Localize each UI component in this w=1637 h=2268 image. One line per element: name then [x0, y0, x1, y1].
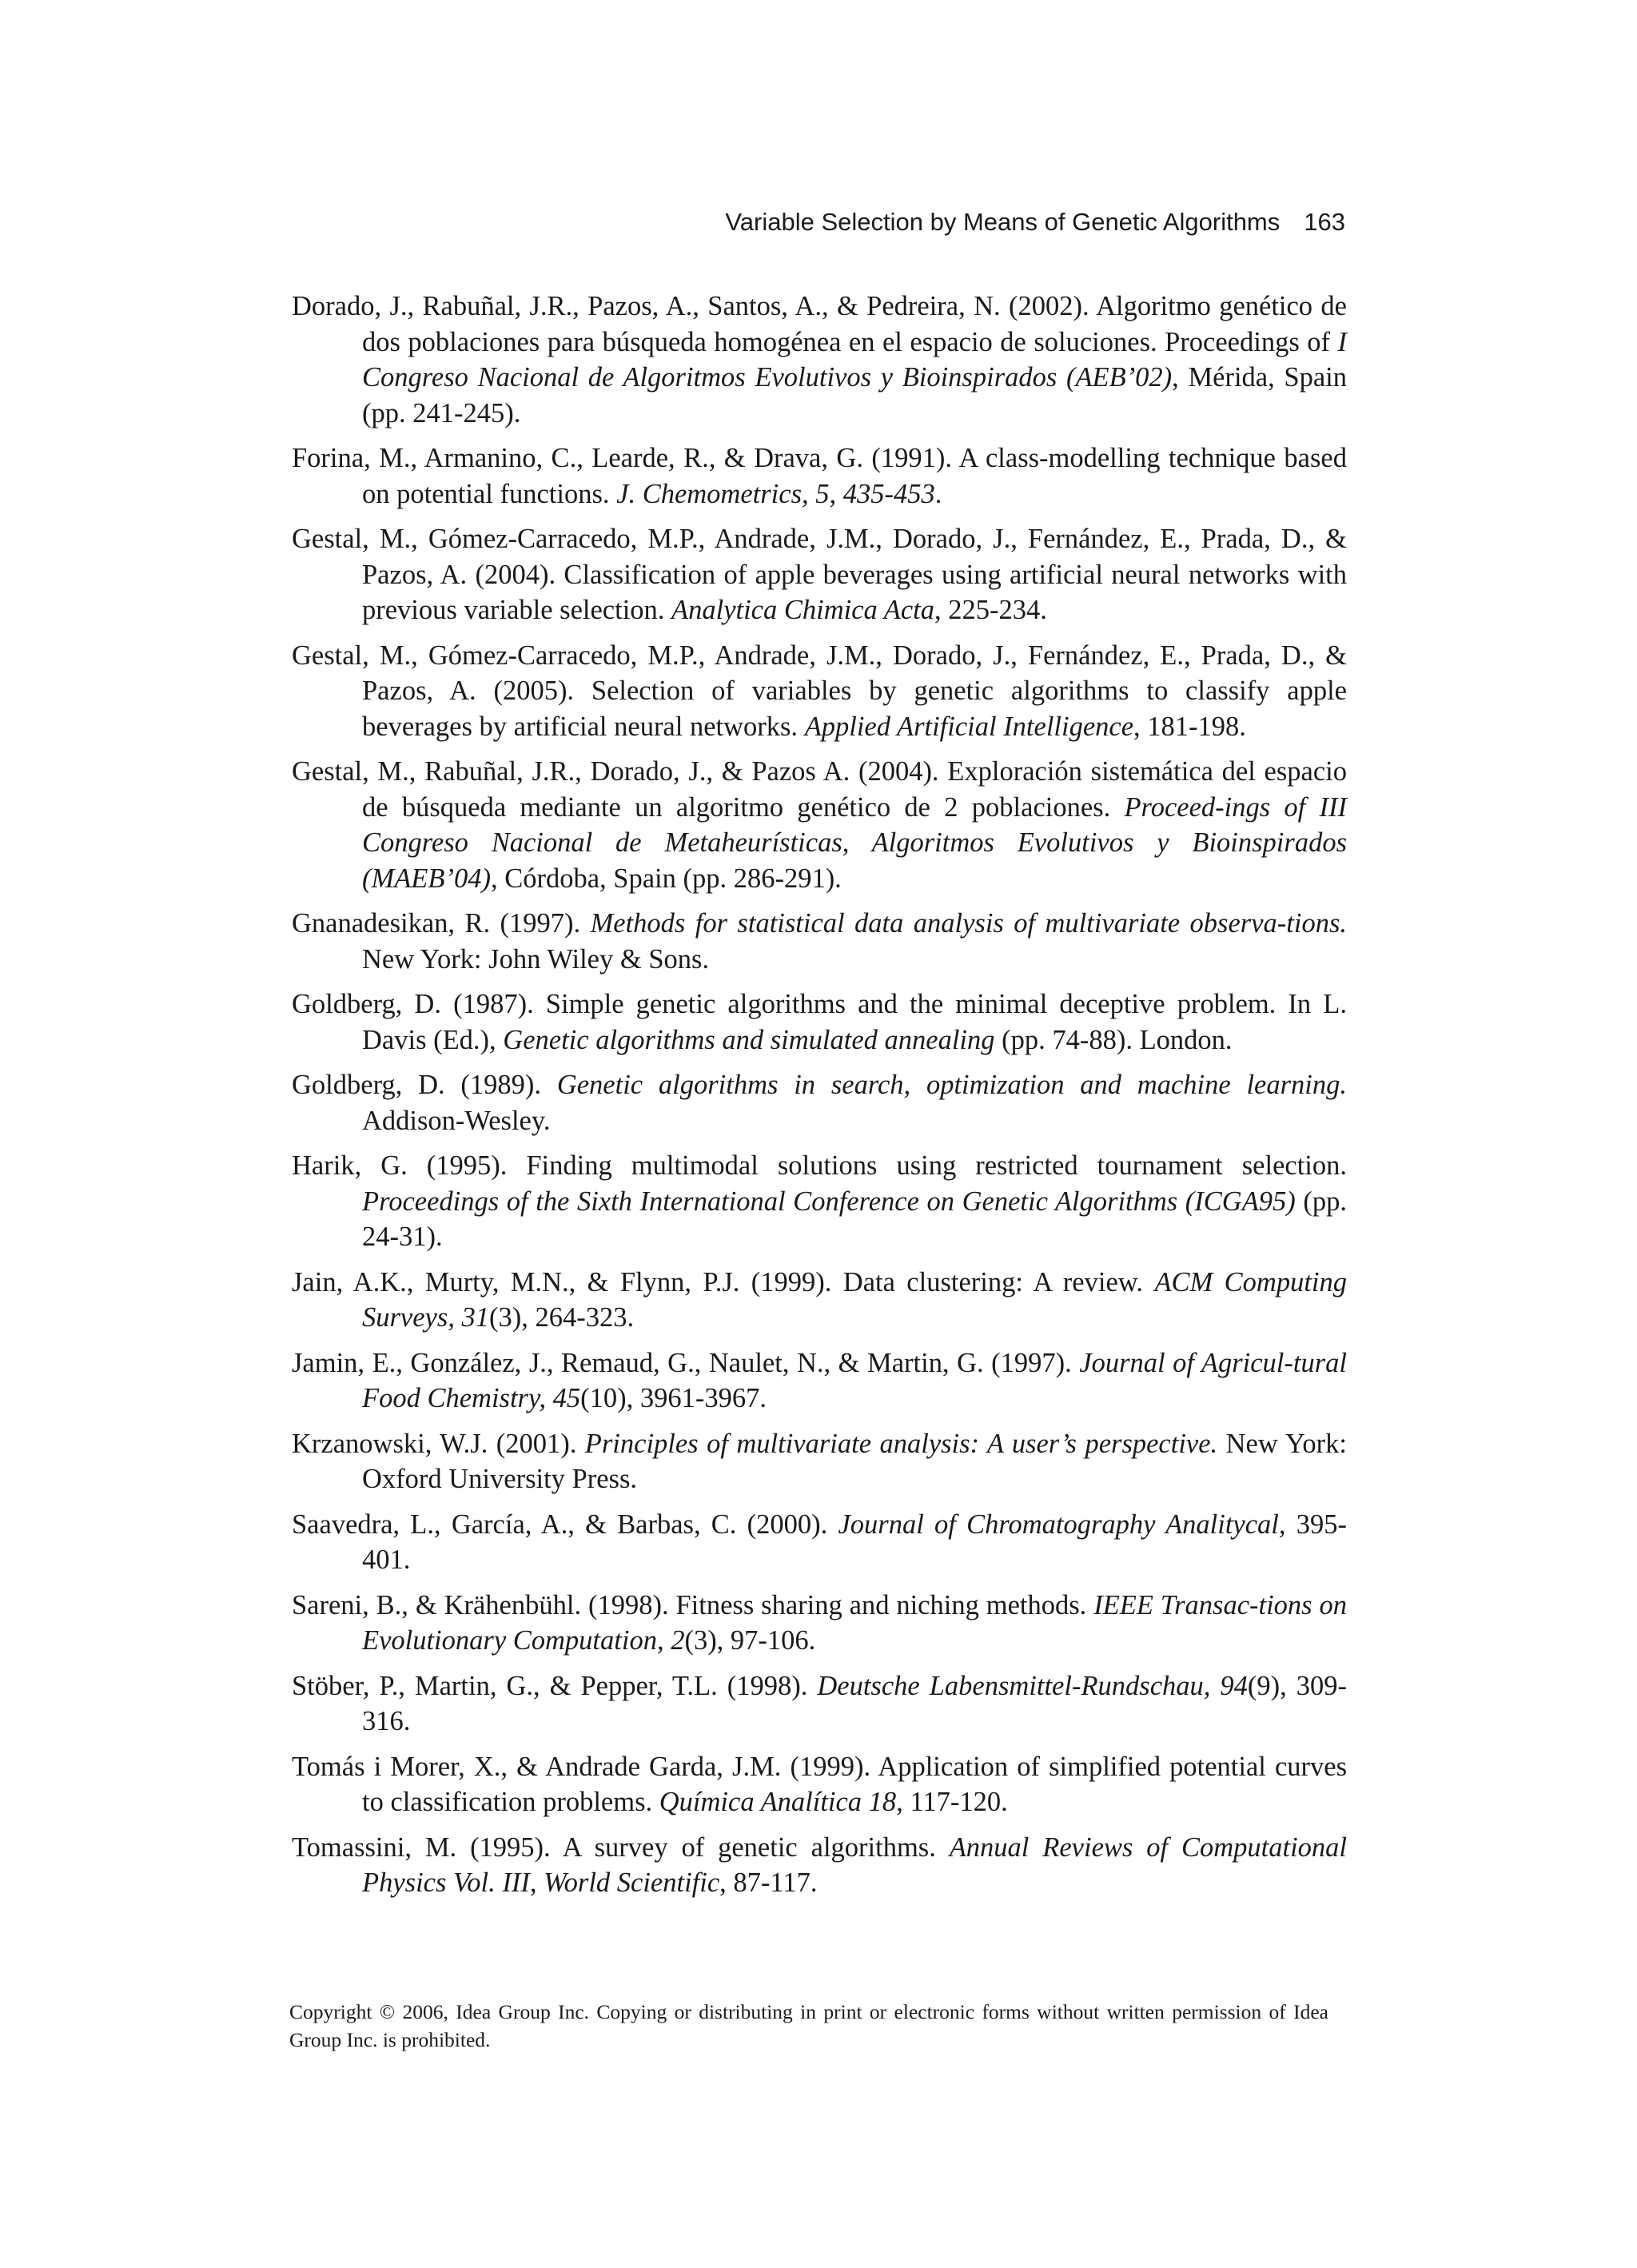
reference-italic-segment: Annual Reviews of Computational Physics Vol. III — [362, 1832, 1347, 1898]
page-number: 163 — [1304, 208, 1345, 236]
reference-text-segment: . — [934, 478, 942, 509]
reference-text-segment: Dorado, J., Rabuñal, J.R., Pazos, A., Santos, A., & Pedreira, N. (2002). Algoritmo genético de dos poblaciones para búsqueda homogénea en el espacio de soluciones. Proceedings of — [292, 291, 1347, 357]
reference-text-segment: Gestal, M., Rabuñal, J.R., Dorado, J., & Pazos A. (2004). Exploración sistemática del espacio de búsqueda mediante un algoritmo genético de 2 poblaciones. — [292, 756, 1347, 823]
reference-italic-segment: Genetic algorithms in search, optimization and machine learning. — [556, 1070, 1347, 1100]
reference-italic-segment: Proceedings of the Sixth International Conference on Genetic Algorithms (ICGA95) — [362, 1186, 1296, 1217]
reference-italic-segment: Journal of Agricul-tural Food Chemistry, 45 — [362, 1347, 1347, 1413]
reference-entry — [292, 1749, 1347, 1820]
reference-entry — [292, 1426, 1347, 1497]
reference-entry — [292, 289, 1347, 431]
reference-text-segment: Jain, A.K., Murty, M.N., & Flynn, P.J. (1999). Data clustering: A review. — [292, 1266, 1155, 1297]
reference-text-segment: Stöber, P., Martin, G., & Pepper, T.L. (1998). — [292, 1670, 818, 1701]
reference-entry — [292, 521, 1347, 628]
reference-text-segment: , 225-234. — [934, 595, 1047, 625]
reference-entry — [292, 1830, 1347, 1901]
reference-text-segment: Gestal, M., Gómez-Carracedo, M.P., Andrade, J.M., Dorado, J., Fernández, E., Prada, D., & Pazos, A. (2004). Classification of apple beverages using artificial neural networks with previous variable selection. — [292, 524, 1347, 625]
reference-text-segment: (3), 264-323. — [489, 1302, 635, 1333]
reference-text-segment: Goldberg, D. (1987). Simple genetic algorithms and the minimal deceptive problem. In L. Davis (Ed.), — [292, 989, 1347, 1055]
reference-italic-segment: Química Analítica 18, — [659, 1787, 903, 1817]
reference-text-segment: , Mérida, Spain (pp. 241-245). — [362, 362, 1347, 428]
reference-italic-segment: Methods for statistical data analysis of multivariate observa-tions. — [590, 908, 1347, 939]
reference-text-segment: Harik, G. (1995). Finding multimodal solutions using restricted tournament selection. — [292, 1150, 1347, 1181]
reference-entry — [292, 638, 1347, 745]
reference-text-segment: Addison-Wesley. — [362, 1105, 551, 1136]
reference-italic-segment: ACM Computing Surveys, 31 — [362, 1266, 1348, 1333]
reference-text-segment: Gestal, M., Gómez-Carracedo, M.P., Andrade, J.M., Dorado, J., Fernández, E., Prada, D., & Pazos, A. (2005). Selection of variables by genetic algorithms to classify apple beverages by artificial neural networks. — [292, 640, 1347, 742]
reference-italic-segment: World Scientific — [544, 1867, 720, 1898]
reference-italic-segment: J. Chemometrics, 5, 435-453 — [616, 478, 935, 509]
reference-entry — [292, 1265, 1347, 1336]
reference-text-segment: Saavedra, L., García, A., & Barbas, C. (2000). — [292, 1509, 838, 1540]
reference-text-segment: (10), 3961-3967. — [580, 1383, 767, 1413]
reference-text-segment: (9), 309-316. — [362, 1670, 1347, 1736]
reference-italic-segment: Journal of Chromatography Analitycal, — [838, 1509, 1286, 1540]
reference-text-segment: Tomás i Morer, X., & Andrade Garda, J.M. (1999). Application of simplified potential curves to classification problems. — [292, 1751, 1347, 1817]
reference-text-segment: Goldberg, D. (1989). — [292, 1070, 557, 1100]
reference-italic-segment: IEEE Transac-tions on Evolutionary Computation, 2 — [362, 1589, 1347, 1656]
reference-italic-segment: Proceed-ings of III Congreso Nacional de Metaheurísticas, Algoritmos Evolutivos y Bioinspirados (MAEB’04) — [362, 791, 1347, 894]
reference-text-segment: , Córdoba, Spain (pp. 286-291). — [490, 863, 842, 894]
reference-text-segment: (3), 97-106. — [684, 1625, 816, 1656]
reference-text-segment: Forina, M., Armanino, C., Learde, R., & Drava, G. (1991). A class-modelling technique based on potential functions. — [292, 443, 1347, 509]
reference-text-segment: (pp. 74-88). London. — [994, 1024, 1233, 1055]
reference-entry — [292, 440, 1347, 512]
reference-text-segment: , 181-198. — [1133, 711, 1246, 742]
reference-text-segment: (pp. 24-31). — [362, 1186, 1347, 1252]
reference-text-segment: New York: John Wiley & Sons. — [362, 943, 710, 975]
reference-entry — [292, 1345, 1347, 1417]
reference-italic-segment: Genetic algorithms and simulated annealing — [503, 1024, 995, 1055]
reference-entry — [292, 1588, 1347, 1659]
reference-italic-segment: Deutsche Labensmittel-Rundschau, 94 — [817, 1670, 1248, 1701]
reference-italic-segment: Applied Artificial Intelligence — [804, 711, 1134, 742]
reference-entry — [292, 754, 1347, 896]
reference-entry — [292, 1148, 1347, 1255]
reference-text-segment: New York: Oxford University Press. — [362, 1428, 1348, 1494]
reference-entry — [292, 1507, 1347, 1578]
reference-entry — [292, 1668, 1347, 1740]
reference-text-segment: 395-401. — [362, 1509, 1347, 1575]
reference-entry — [292, 987, 1347, 1058]
running-head-title: Variable Selection by Means of Genetic Algorithms — [725, 208, 1281, 236]
reference-italic-segment: Analytica Chimica Acta — [671, 595, 934, 625]
reference-list — [292, 289, 1347, 1911]
reference-text-segment: Sareni, B., & Krähenbühl. (1998). Fitness sharing and niching methods. — [292, 1589, 1094, 1620]
reference-text-segment: Krzanowski, W.J. (2001). — [292, 1428, 585, 1459]
reference-entry — [292, 1067, 1347, 1138]
reference-text-segment: , 87-117. — [719, 1867, 818, 1898]
reference-text-segment: Tomassini, M. (1995). A survey of genetic algorithms. — [292, 1832, 950, 1863]
reference-text-segment: Jamin, E., González, J., Remaud, G., Naulet, N., & Martin, G. (1997). — [292, 1347, 1080, 1378]
reference-italic-segment: Principles of multivariate analysis: A user’s perspective. — [584, 1428, 1218, 1459]
reference-text-segment: , — [529, 1867, 544, 1898]
reference-text-segment: 117-120. — [902, 1787, 1008, 1817]
reference-italic-segment: I Congreso Nacional de Algoritmos Evolutivos y Bioinspirados (AEB’02) — [362, 326, 1347, 393]
copyright-notice: Copyright © 2006, Idea Group Inc. Copying or distributing in print or electronic forms without written permission of Idea Group Inc. is prohibited. — [289, 2000, 1328, 2051]
running-head — [0, 206, 1345, 238]
reference-text-segment: Gnanadesikan, R. (1997). — [292, 908, 591, 939]
reference-entry — [292, 906, 1347, 977]
